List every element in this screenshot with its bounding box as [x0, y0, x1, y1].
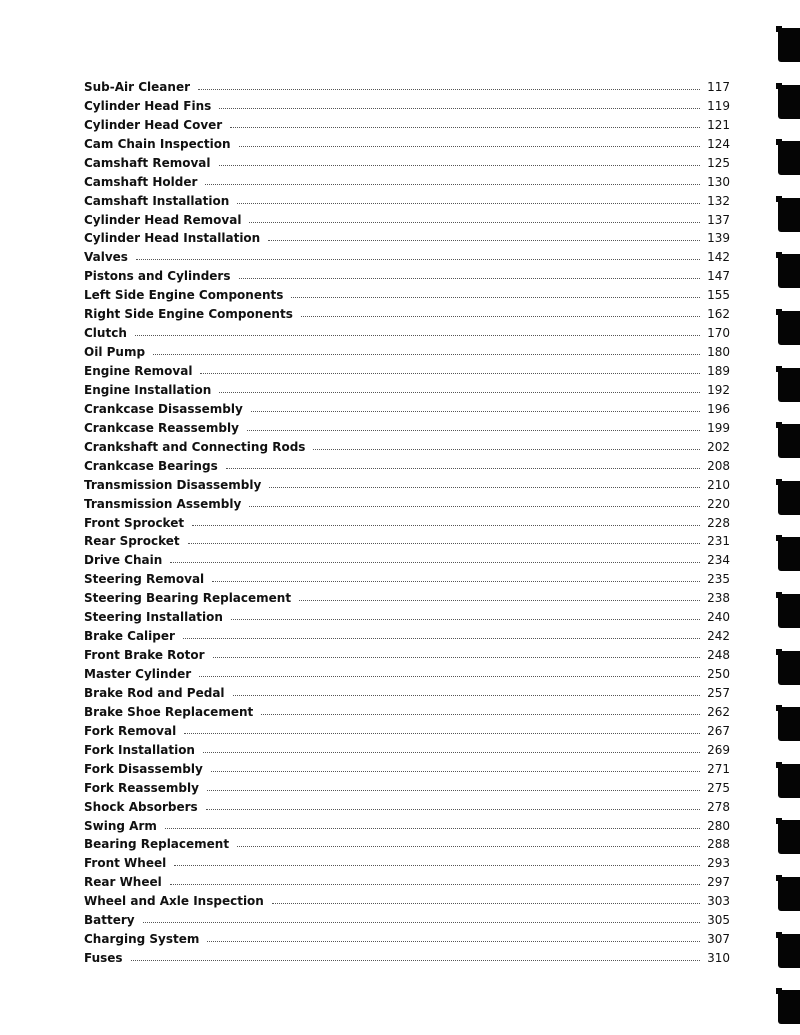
- dot-leader: [237, 202, 700, 204]
- toc-entry-title: Oil Pump: [84, 345, 146, 360]
- toc-entry-title: Rear Sprocket: [84, 534, 180, 549]
- toc-entry[interactable]: [84, 907, 730, 926]
- toc-entry-page-number: 130: [707, 174, 730, 189]
- toc-entry-page-number: 231: [707, 534, 730, 549]
- dot-leader: [131, 959, 700, 961]
- toc-entry[interactable]: [84, 510, 730, 529]
- binder-tab: [778, 820, 800, 854]
- toc-entry-page-number: 303: [707, 894, 730, 909]
- binder-tab: [778, 651, 800, 685]
- dot-leader: [136, 258, 700, 260]
- toc-entry-page-number: 124: [707, 136, 730, 151]
- toc-entry-page-number: 210: [707, 477, 730, 492]
- toc-entry-title: Engine Installation: [84, 382, 212, 397]
- toc-entry[interactable]: [84, 832, 730, 851]
- dot-leader: [211, 770, 700, 772]
- dot-leader: [230, 126, 700, 128]
- binder-tab: [778, 28, 800, 62]
- toc-entry[interactable]: [84, 112, 730, 131]
- toc-entry[interactable]: [84, 699, 730, 718]
- binder-tab: [778, 141, 800, 175]
- dot-leader: [174, 864, 700, 866]
- dot-leader: [184, 732, 700, 734]
- dot-leader: [239, 277, 701, 279]
- toc-entry-page-number: 297: [707, 875, 730, 890]
- binder-tabs: [770, 0, 800, 1035]
- table-of-contents: [84, 74, 730, 964]
- toc-entry[interactable]: [84, 623, 730, 642]
- toc-entry-title: Cylinder Head Fins: [84, 98, 212, 113]
- binder-tab: [778, 424, 800, 458]
- toc-entry-page-number: 269: [707, 742, 730, 757]
- toc-entry-page-number: 119: [707, 98, 730, 113]
- toc-entry-title: Charging System: [84, 932, 200, 947]
- toc-entry-page-number: 293: [707, 856, 730, 871]
- toc-entry[interactable]: [84, 869, 730, 888]
- dot-leader: [268, 239, 700, 241]
- toc-entry-page-number: 307: [707, 932, 730, 947]
- dot-leader: [269, 486, 700, 488]
- toc-entry-title: Right Side Engine Components: [84, 307, 293, 322]
- toc-entry[interactable]: [84, 453, 730, 472]
- toc-entry[interactable]: [84, 207, 730, 226]
- dot-leader: [207, 940, 700, 942]
- dot-leader: [192, 524, 700, 526]
- toc-entry-title: Fork Reassembly: [84, 780, 199, 795]
- toc-entry-page-number: 121: [707, 117, 730, 132]
- dot-leader: [188, 542, 700, 544]
- toc-entry-title: Front Wheel: [84, 856, 167, 871]
- toc-entry-title: Front Sprocket: [84, 515, 185, 530]
- dot-leader: [200, 372, 700, 374]
- toc-entry-page-number: 250: [707, 667, 730, 681]
- toc-entry[interactable]: [84, 661, 730, 680]
- dot-leader: [219, 164, 701, 166]
- toc-entry[interactable]: [84, 377, 730, 396]
- toc-entry-title: Shock Absorbers: [84, 799, 198, 814]
- dot-leader: [313, 448, 700, 450]
- toc-entry-title: Cam Chain Inspection: [84, 136, 231, 151]
- toc-entry[interactable]: [84, 604, 730, 623]
- toc-entry-page-number: 228: [707, 515, 730, 530]
- toc-entry-title: Cylinder Head Installation: [84, 231, 261, 246]
- dot-leader: [212, 580, 700, 582]
- toc-entry-page-number: 310: [707, 951, 730, 966]
- toc-entry-page-number: 170: [707, 326, 730, 341]
- toc-entry-title: Pistons and Cylinders: [84, 269, 231, 284]
- dot-leader: [249, 505, 700, 507]
- toc-entry[interactable]: [84, 945, 730, 964]
- toc-entry[interactable]: [84, 718, 730, 737]
- toc-entry[interactable]: [84, 926, 730, 945]
- toc-entry[interactable]: [84, 794, 730, 813]
- dot-leader: [153, 353, 700, 355]
- dot-leader: [291, 296, 700, 298]
- toc-entry-page-number: 234: [707, 553, 730, 568]
- toc-entry-title: Camshaft Installation: [84, 193, 230, 208]
- toc-entry[interactable]: [84, 339, 730, 358]
- toc-entry-page-number: 305: [707, 913, 730, 928]
- binder-tab: [778, 254, 800, 288]
- dot-leader: [206, 808, 700, 810]
- dot-leader: [226, 467, 700, 469]
- toc-entry[interactable]: [84, 263, 730, 282]
- toc-entry[interactable]: [84, 188, 730, 207]
- toc-entry-title: Clutch: [84, 326, 127, 341]
- binder-tab: [778, 764, 800, 798]
- toc-entry-title: Steering Installation: [84, 610, 223, 625]
- dot-leader: [143, 921, 700, 923]
- toc-entry-page-number: 132: [707, 193, 730, 208]
- binder-tab: [778, 877, 800, 911]
- binder-tab: [778, 537, 800, 571]
- dot-leader: [170, 883, 700, 885]
- dot-leader: [237, 845, 700, 847]
- toc-entry-page-number: 220: [707, 496, 730, 511]
- toc-entry[interactable]: [84, 150, 730, 169]
- binder-tab: [778, 311, 800, 345]
- toc-entry-page-number: 271: [707, 761, 730, 776]
- toc-entry-page-number: 189: [707, 364, 730, 378]
- toc-entry-page-number: 147: [707, 269, 730, 284]
- toc-entry-page-number: 280: [707, 818, 730, 833]
- toc-entry-page-number: 162: [707, 307, 730, 322]
- toc-entry[interactable]: [84, 756, 730, 775]
- toc-entry-title: Brake Rod and Pedal: [84, 685, 225, 700]
- toc-entry[interactable]: [84, 642, 730, 661]
- dot-leader: [261, 713, 700, 715]
- toc-entry-title: Crankcase Disassembly: [84, 401, 243, 416]
- toc-entry-title: Cylinder Head Removal: [84, 212, 242, 227]
- toc-entry-title: Engine Removal: [84, 364, 193, 378]
- toc-entry-title: Crankshaft and Connecting Rods: [84, 439, 306, 454]
- toc-entry-page-number: 275: [707, 780, 730, 795]
- toc-entry-title: Transmission Disassembly: [84, 477, 262, 492]
- toc-entry-title: Rear Wheel: [84, 875, 162, 890]
- toc-entry[interactable]: [84, 680, 730, 699]
- toc-entry-title: Crankcase Reassembly: [84, 420, 239, 435]
- dot-leader: [213, 656, 700, 658]
- toc-entry[interactable]: [84, 585, 730, 604]
- toc-entry-title: Wheel and Axle Inspection: [84, 894, 264, 909]
- toc-entry-page-number: 262: [707, 704, 730, 719]
- toc-entry[interactable]: [84, 472, 730, 491]
- toc-entry-title: Transmission Assembly: [84, 496, 242, 511]
- binder-tab: [778, 198, 800, 232]
- dot-leader: [231, 618, 700, 620]
- toc-entry-page-number: 267: [707, 723, 730, 738]
- toc-entry-title: Left Side Engine Components: [84, 288, 284, 303]
- toc-entry-title: Front Brake Rotor: [84, 648, 205, 663]
- toc-entry-title: Cylinder Head Cover: [84, 117, 223, 132]
- dot-leader: [251, 410, 700, 412]
- binder-tab: [778, 481, 800, 515]
- toc-entry[interactable]: [84, 850, 730, 869]
- toc-entry[interactable]: [84, 434, 730, 453]
- toc-entry[interactable]: [84, 547, 730, 566]
- dot-leader: [205, 183, 700, 185]
- toc-entry[interactable]: [84, 566, 730, 585]
- toc-entry[interactable]: [84, 358, 730, 377]
- toc-entry-page-number: 257: [707, 685, 730, 700]
- toc-entry[interactable]: [84, 282, 730, 301]
- toc-entry-title: Drive Chain: [84, 553, 163, 568]
- dot-leader: [199, 675, 700, 677]
- toc-entry-page-number: 288: [707, 837, 730, 852]
- binder-tab: [778, 594, 800, 628]
- dot-leader: [219, 107, 700, 109]
- toc-entry-page-number: 155: [707, 288, 730, 303]
- dot-leader: [170, 561, 700, 563]
- toc-entry-title: Fork Installation: [84, 742, 195, 757]
- toc-entry[interactable]: [84, 813, 730, 832]
- toc-entry-title: Sub-Air Cleaner: [84, 79, 191, 94]
- toc-entry-title: Camshaft Removal: [84, 155, 211, 170]
- dot-leader: [183, 637, 700, 639]
- toc-entry[interactable]: [84, 93, 730, 112]
- toc-entry-page-number: 278: [707, 799, 730, 814]
- toc-entry-page-number: 137: [707, 212, 730, 227]
- toc-entry[interactable]: [84, 226, 730, 245]
- dot-leader: [301, 315, 700, 317]
- binder-tab: [778, 934, 800, 968]
- toc-entry-page-number: 240: [707, 610, 730, 625]
- toc-entry-title: Brake Shoe Replacement: [84, 704, 254, 719]
- toc-entry-page-number: 117: [707, 79, 730, 94]
- dot-leader: [207, 789, 700, 791]
- toc-entry-page-number: 125: [707, 155, 730, 170]
- toc-entry[interactable]: [84, 131, 730, 150]
- toc-entry-title: Fork Removal: [84, 723, 177, 738]
- toc-entry-title: Swing Arm: [84, 818, 157, 833]
- toc-entry-page-number: 199: [707, 420, 730, 435]
- dot-leader: [203, 751, 700, 753]
- binder-tab: [778, 85, 800, 119]
- dot-leader: [239, 145, 701, 147]
- toc-entry-page-number: 238: [707, 591, 730, 606]
- toc-entry[interactable]: [84, 491, 730, 510]
- toc-entry-title: Brake Caliper: [84, 629, 175, 644]
- dot-leader: [219, 391, 700, 393]
- dot-leader: [299, 599, 700, 601]
- toc-entry[interactable]: [84, 737, 730, 756]
- toc-entry-page-number: 248: [707, 648, 730, 663]
- toc-entry-title: Valves: [84, 250, 128, 265]
- toc-entry-page-number: 139: [707, 231, 730, 246]
- toc-entry-title: Fuses: [84, 951, 123, 966]
- toc-entry[interactable]: [84, 888, 730, 907]
- dot-leader: [198, 88, 700, 90]
- dot-leader: [249, 221, 700, 223]
- dot-leader: [247, 429, 700, 431]
- toc-entry[interactable]: [84, 320, 730, 339]
- toc-entry-title: Bearing Replacement: [84, 837, 230, 852]
- toc-entry[interactable]: [84, 74, 730, 93]
- toc-entry-page-number: 202: [707, 439, 730, 454]
- binder-tab: [778, 707, 800, 741]
- toc-entry[interactable]: [84, 415, 730, 434]
- toc-entry-title: Camshaft Holder: [84, 174, 198, 189]
- toc-entry-title: Steering Bearing Replacement: [84, 591, 292, 606]
- dot-leader: [165, 827, 700, 829]
- toc-entry-page-number: 208: [707, 458, 730, 473]
- toc-entry-page-number: 142: [707, 250, 730, 265]
- dot-leader: [233, 694, 700, 696]
- toc-entry-page-number: 235: [707, 572, 730, 587]
- toc-entry[interactable]: [84, 169, 730, 188]
- binder-tab: [778, 990, 800, 1024]
- toc-entry-title: Master Cylinder: [84, 667, 192, 681]
- toc-entry[interactable]: [84, 775, 730, 794]
- toc-entry-page-number: 180: [707, 345, 730, 360]
- dot-leader: [272, 902, 700, 904]
- toc-entry[interactable]: [84, 244, 730, 263]
- dot-leader: [135, 334, 700, 336]
- toc-entry[interactable]: [84, 396, 730, 415]
- toc-entry[interactable]: [84, 301, 730, 320]
- toc-entry-page-number: 192: [707, 382, 730, 397]
- toc-entry-page-number: 242: [707, 629, 730, 644]
- toc-entry-title: Crankcase Bearings: [84, 458, 218, 473]
- toc-entry-title: Fork Disassembly: [84, 761, 203, 776]
- toc-entry-page-number: 196: [707, 401, 730, 416]
- toc-entry[interactable]: [84, 529, 730, 548]
- toc-entry-title: Battery: [84, 913, 135, 928]
- toc-entry-title: Steering Removal: [84, 572, 205, 587]
- binder-tab: [778, 368, 800, 402]
